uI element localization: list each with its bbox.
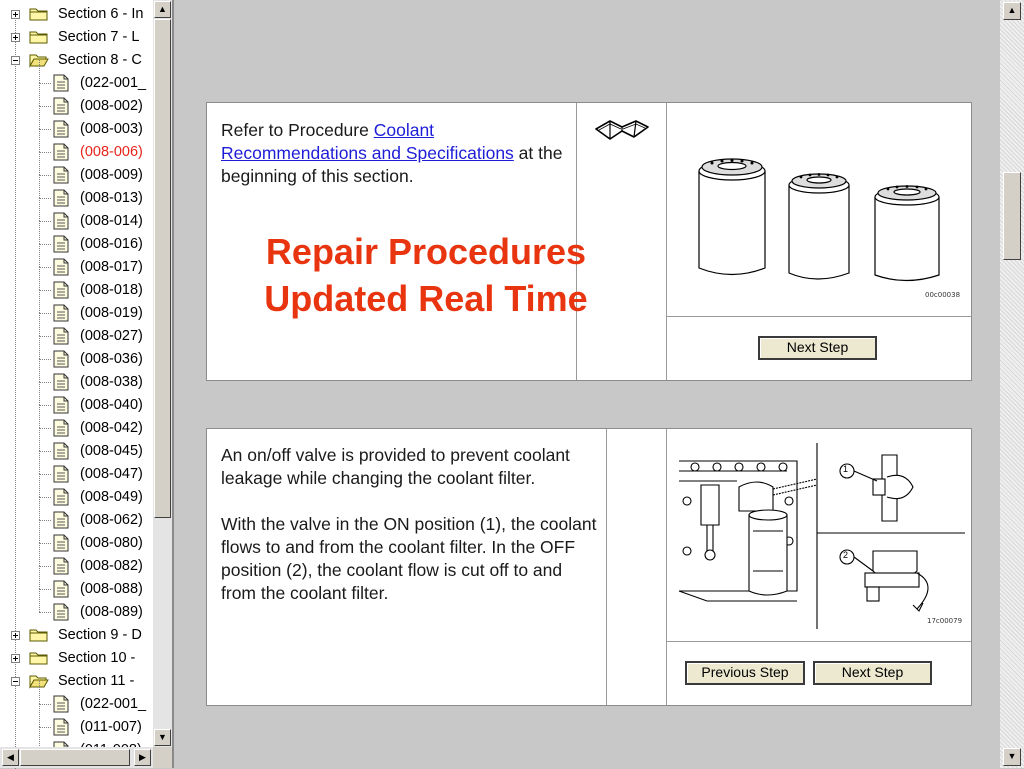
overlay-line-2: Updated Real Time [264,278,588,319]
tree-item-document[interactable] [0,187,153,210]
tree-connector [39,589,51,590]
tree-item-label: (008-013) [80,190,143,206]
tree-connector [39,290,51,291]
tree-connector [39,474,40,497]
tree-item-label: Section 11 - [58,673,135,689]
content-scroll-thumb[interactable] [1003,172,1021,260]
tree-item-label: (008-027) [80,328,143,344]
tree-connector [39,198,51,199]
step-1-text [221,119,571,188]
tree-item-document[interactable] [0,210,153,233]
tree-connector [39,727,51,728]
expand-plus-icon[interactable] [11,33,20,42]
tree-item-document[interactable] [0,693,153,716]
tree-connector [39,244,51,245]
tree-connector [39,267,51,268]
tree-item-label: (011-007) [80,719,142,735]
tree-scroll-down-button[interactable]: ▼ [154,729,171,746]
tree-item-label: (008-038) [80,374,143,390]
tree-item-document[interactable] [0,509,153,532]
tree-item-label: Section 6 - In [58,6,144,22]
tree-item-document[interactable] [0,325,153,348]
overlay-line-1: Repair Procedures [265,231,587,272]
coolant-recommendations-link[interactable]: Coolant Recommendations and Specifications [221,120,514,163]
tree-item-label: (008-049) [80,489,143,505]
tree-connector [39,152,40,175]
tree-connector [39,451,51,452]
navigation-tree-pane [0,0,174,768]
tree-connector [39,244,40,267]
tree-item-label: (008-019) [80,305,143,321]
step-1-next-step-button[interactable]: Next Step [758,336,877,360]
tree-item-document[interactable] [0,555,153,578]
tree-vertical-scrollbar[interactable] [153,0,172,747]
step-1-text-before: Refer to Procedure [221,120,374,140]
on-off-valve-illustration [677,441,967,631]
tree-connector [39,175,51,176]
tree-item-label: (008-047) [80,466,143,482]
tree-connector [39,290,40,313]
tree-scroll-left-button[interactable]: ◀ [2,749,19,766]
tree-item-document[interactable] [0,578,153,601]
procedure-step-2 [206,428,972,706]
tree-item-label: (008-016) [80,236,143,252]
content-vertical-scrollbar[interactable] [1000,0,1024,768]
tree-item-label: Section 8 - C [58,52,142,68]
open-book-icon [592,115,652,145]
tree-connector [39,704,51,705]
tree-connector [39,428,51,429]
tree-item-document[interactable] [0,486,153,509]
tree-horizontal-scrollbar[interactable] [0,747,153,768]
tree-item-document[interactable] [0,233,153,256]
tree-item-section[interactable] [0,49,153,72]
tree-item-label: (022-001_ [80,75,147,91]
tree-item-document[interactable] [0,716,153,739]
figure-id-1: 00c00038 [925,291,961,299]
tree-connector [39,336,40,359]
navigation-tree [0,0,153,747]
tree-item-document[interactable] [0,394,153,417]
tree-connector [39,106,51,107]
tree-scroll-right-button[interactable]: ▶ [134,749,151,766]
tree-connector [39,313,40,336]
tree-connector [39,129,51,130]
tree-connector [39,566,40,589]
tree-item-section[interactable] [0,3,153,26]
tree-item-label: (008-036) [80,351,143,367]
tree-connector [39,497,40,520]
tree-item-document[interactable] [0,72,153,95]
tree-connector [39,589,40,612]
tree-item-label: (008-006) [80,144,143,160]
tree-connector [39,83,40,106]
tree-connector [39,382,51,383]
content-scroll-up-button[interactable]: ▲ [1003,2,1021,20]
tree-item-document[interactable] [0,95,153,118]
tree-connector [39,359,40,382]
tree-item-document[interactable] [0,601,153,624]
tree-connector [39,106,40,129]
tree-hscroll-thumb[interactable] [20,749,130,766]
collapse-minus-icon[interactable] [11,677,20,686]
tree-item-label: (008-042) [80,420,143,436]
tree-item-document[interactable] [0,279,153,302]
tree-scroll-thumb[interactable] [154,19,171,518]
tree-connector [39,267,40,290]
tree-connector [39,152,51,153]
tree-connector [39,520,40,543]
tree-item-document[interactable] [0,302,153,325]
tree-item-document[interactable] [0,164,153,187]
tree-item-label: (008-018) [80,282,143,298]
tree-item-document[interactable] [0,141,153,164]
overlay-headline [231,228,621,322]
tree-connector [39,681,40,704]
expand-plus-icon[interactable] [11,10,20,19]
tree-connector [39,520,51,521]
tree-item-section[interactable] [0,624,153,647]
tree-item-label: (008-080) [80,535,143,551]
tree-item-document[interactable] [0,417,153,440]
figure-id-2: 17c00079 [927,617,963,625]
tree-item-label: (008-062) [80,512,143,528]
tree-item-label: Section 10 - [58,650,136,666]
tree-item-label: (008-045) [80,443,143,459]
step-2-next-step-button[interactable]: Next Step [813,661,932,685]
tree-item-label: (022-001_ [80,696,147,712]
coolant-filters-illustration [677,143,967,308]
tree-item-label: (008-089) [80,604,143,620]
tree-item-document[interactable] [0,532,153,555]
expand-plus-icon[interactable] [11,631,20,640]
tree-connector [39,221,51,222]
tree-item-label: (008-017) [80,259,143,275]
tree-connector [39,474,51,475]
collapse-minus-icon[interactable] [11,56,20,65]
content-scroll-down-button[interactable]: ▼ [1003,748,1021,766]
tree-item-document[interactable] [0,118,153,141]
tree-item-label: (008-082) [80,558,143,574]
tree-item-document[interactable] [0,371,153,394]
tree-connector [39,566,51,567]
tree-connector [39,543,51,544]
tree-item-label: Section 7 - L [58,29,140,45]
tree-item-document[interactable] [0,256,153,279]
tree-connector [39,405,40,428]
tree-item-section[interactable] [0,670,153,693]
tree-item-label: Section 9 - D [58,627,142,643]
tree-item-section[interactable] [0,647,153,670]
tree-connector [39,359,51,360]
callout-1: 1 [843,464,849,474]
tree-item-label: (008-003) [80,121,143,137]
tree-scroll-up-button[interactable]: ▲ [154,1,171,18]
tree-connector [39,313,51,314]
previous-step-button[interactable]: Previous Step [685,661,805,685]
tree-connector [39,336,51,337]
tree-item-document[interactable] [0,440,153,463]
tree-connector [39,405,51,406]
tree-connector [39,198,40,221]
tree-item-label: (008-009) [80,167,143,183]
tree-connector [39,704,40,727]
tree-connector [39,221,40,244]
callout-2: 2 [843,550,849,560]
tree-connector [39,129,40,152]
tree-connector [39,83,51,84]
tree-item-document[interactable] [0,348,153,371]
tree-item-document[interactable] [0,463,153,486]
step-2-paragraph-2: With the valve in the ON position (1), the coolant flows to and from the coolant filter. In the OFF position (2), the coolant flow is cut off to and from the coolant filter. [221,514,597,603]
tree-item-label: (008-014) [80,213,143,229]
tree-item-label: (008-088) [80,581,143,597]
step-1-text-after: at the beginning of this section. [221,143,563,186]
tree-item-label: (008-040) [80,397,143,413]
tree-connector [39,612,51,613]
tree-item-label: (008-002) [80,98,143,114]
tree-connector [39,497,51,498]
step-2-text [221,444,601,605]
tree-connector [39,451,40,474]
scrollbar-corner [153,747,172,768]
tree-connector [39,60,40,83]
tree-item-section[interactable] [0,26,153,49]
tree-connector [39,428,40,451]
step-2-paragraph-1: An on/off valve is provided to prevent coolant leakage while changing the coolant filter. [221,445,570,488]
tree-connector [39,175,40,198]
tree-connector [39,543,40,566]
expand-plus-icon[interactable] [11,654,20,663]
tree-connector [39,382,40,405]
